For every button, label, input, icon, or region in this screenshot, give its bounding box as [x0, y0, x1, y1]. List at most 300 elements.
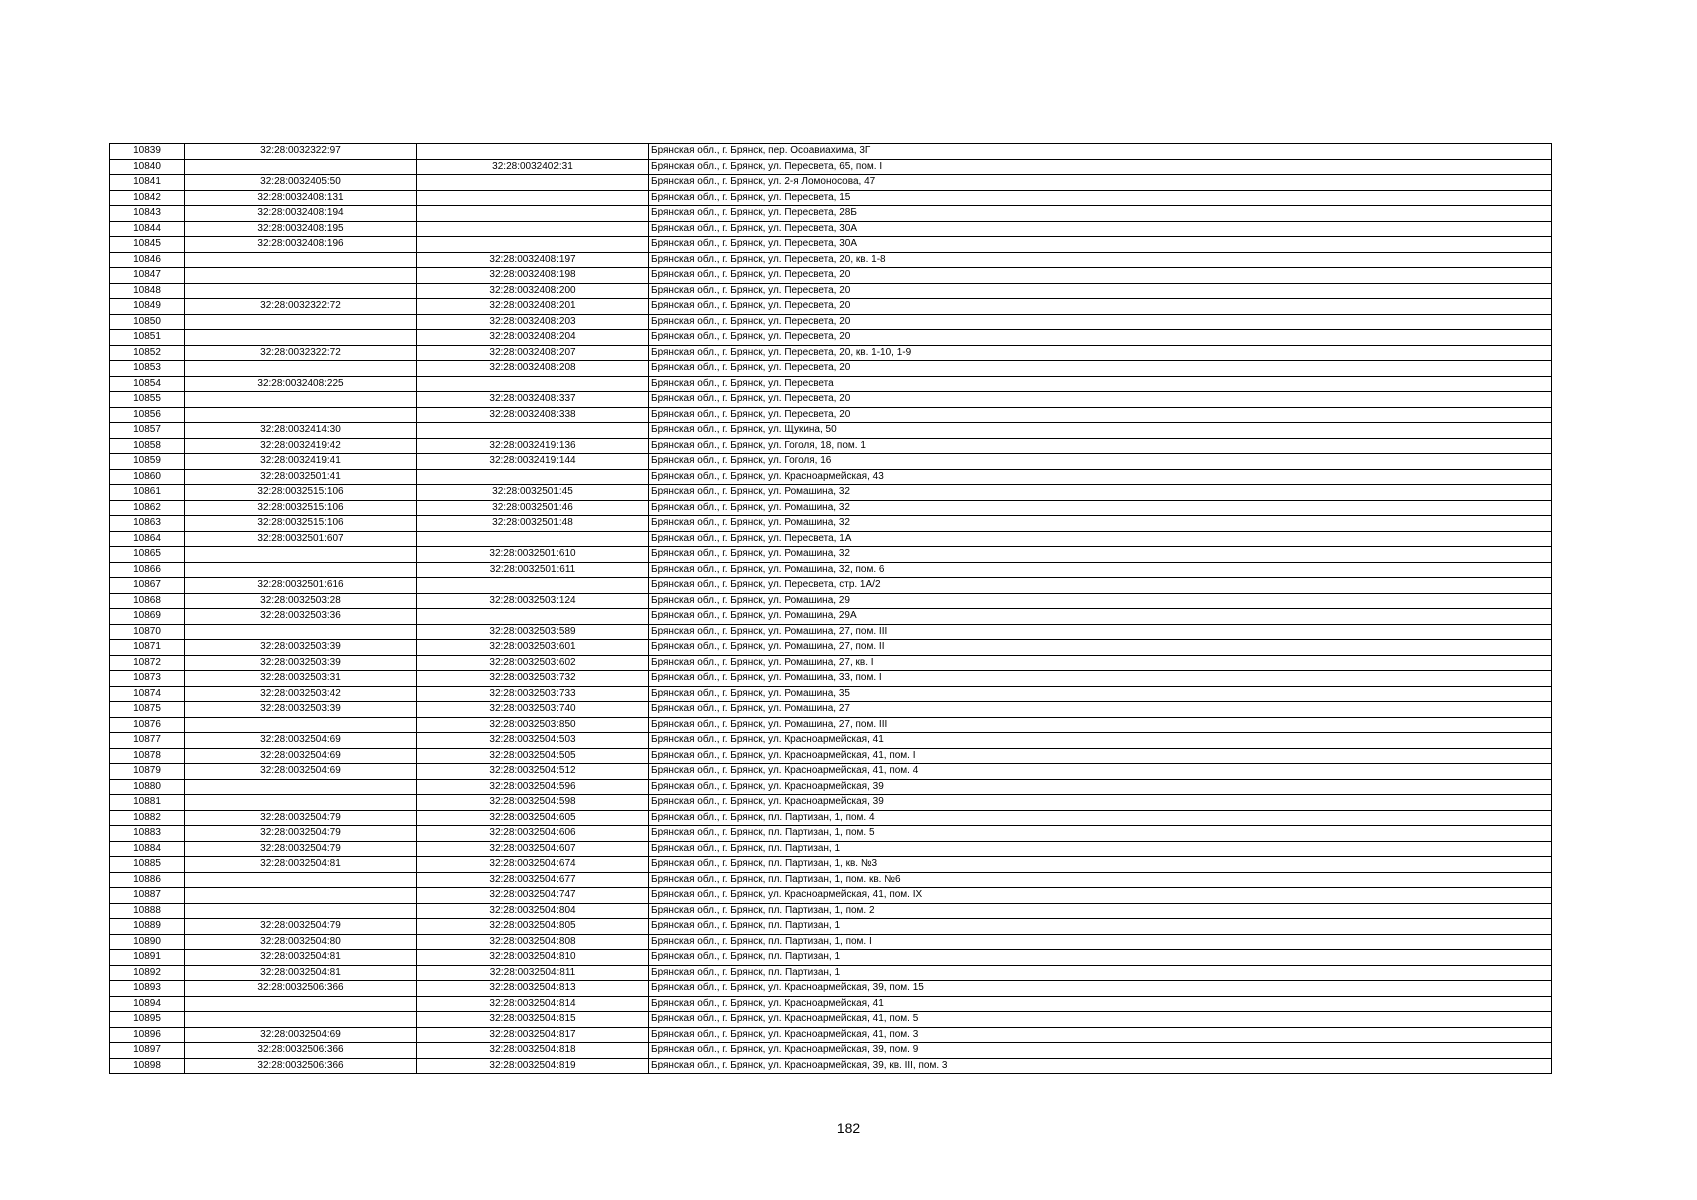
- object-cadastral-number-cell: [417, 237, 649, 253]
- table-row: [110, 330, 1552, 346]
- cadastral-number-cell: [185, 330, 417, 346]
- table-row: [110, 1058, 1552, 1074]
- object-cadastral-number-cell: 32:28:0032408:200: [417, 283, 649, 299]
- row-number-cell: 10893: [110, 981, 185, 997]
- address-cell: Брянская обл., г. Брянск, ул. 2-я Ломоносова, 47: [649, 175, 1552, 191]
- table-row: [110, 733, 1552, 749]
- cadastral-number-cell: [185, 361, 417, 377]
- row-number-cell: 10862: [110, 500, 185, 516]
- cadastral-number-cell: [185, 872, 417, 888]
- address-cell: Брянская обл., г. Брянск, ул. Красноармейская, 41, пом. 3: [649, 1027, 1552, 1043]
- object-cadastral-number-cell: 32:28:0032503:740: [417, 702, 649, 718]
- address-cell: Брянская обл., г. Брянск, пл. Партизан, 1, пом. 4: [649, 810, 1552, 826]
- address-cell: Брянская обл., г. Брянск, пл. Партизан, 1, кв. №3: [649, 857, 1552, 873]
- address-cell: Брянская обл., г. Брянск, пл. Партизан, 1, пом. I: [649, 934, 1552, 950]
- row-number-cell: 10849: [110, 299, 185, 315]
- address-cell: Брянская обл., г. Брянск, ул. Ромашина, 32, пом. 6: [649, 562, 1552, 578]
- table-row: [110, 779, 1552, 795]
- object-cadastral-number-cell: 32:28:0032504:605: [417, 810, 649, 826]
- table-row: [110, 516, 1552, 532]
- object-cadastral-number-cell: 32:28:0032501:611: [417, 562, 649, 578]
- object-cadastral-number-cell: 32:28:0032408:197: [417, 252, 649, 268]
- table-row: [110, 175, 1552, 191]
- table-row: [110, 919, 1552, 935]
- object-cadastral-number-cell: 32:28:0032503:732: [417, 671, 649, 687]
- cadastral-number-cell: 32:28:0032322:72: [185, 299, 417, 315]
- address-cell: Брянская обл., г. Брянск, ул. Красноармейская, 39, кв. III, пом. 3: [649, 1058, 1552, 1074]
- object-cadastral-number-cell: 32:28:0032504:819: [417, 1058, 649, 1074]
- table-row: [110, 454, 1552, 470]
- cadastral-number-cell: 32:28:0032503:39: [185, 655, 417, 671]
- object-cadastral-number-cell: 32:28:0032504:813: [417, 981, 649, 997]
- table-row: [110, 934, 1552, 950]
- table-row: [110, 903, 1552, 919]
- address-cell: Брянская обл., г. Брянск, ул. Ромашина, 29А: [649, 609, 1552, 625]
- address-cell: Брянская обл., г. Брянск, ул. Красноармейская, 41, пом. 4: [649, 764, 1552, 780]
- address-cell: Брянская обл., г. Брянск, пл. Партизан, 1, пом. 2: [649, 903, 1552, 919]
- row-number-cell: 10845: [110, 237, 185, 253]
- cadastral-number-cell: 32:28:0032501:616: [185, 578, 417, 594]
- row-number-cell: 10880: [110, 779, 185, 795]
- address-cell: Брянская обл., г. Брянск, ул. Ромашина, 32: [649, 500, 1552, 516]
- registry-table-body: [110, 144, 1552, 1074]
- table-row: [110, 671, 1552, 687]
- row-number-cell: 10876: [110, 717, 185, 733]
- object-cadastral-number-cell: 32:28:0032504:815: [417, 1012, 649, 1028]
- object-cadastral-number-cell: 32:28:0032501:45: [417, 485, 649, 501]
- cadastral-number-cell: 32:28:0032408:225: [185, 376, 417, 392]
- row-number-cell: 10872: [110, 655, 185, 671]
- table-row: [110, 190, 1552, 206]
- address-cell: Брянская обл., г. Брянск, ул. Ромашина, 32: [649, 547, 1552, 563]
- object-cadastral-number-cell: 32:28:0032503:850: [417, 717, 649, 733]
- object-cadastral-number-cell: [417, 144, 649, 160]
- table-row: [110, 299, 1552, 315]
- cadastral-number-cell: 32:28:0032504:79: [185, 919, 417, 935]
- table-row: [110, 1027, 1552, 1043]
- address-cell: Брянская обл., г. Брянск, ул. Пересвета, 20: [649, 361, 1552, 377]
- row-number-cell: 10889: [110, 919, 185, 935]
- cadastral-number-cell: 32:28:0032501:41: [185, 469, 417, 485]
- address-cell: Брянская обл., г. Брянск, ул. Красноармейская, 41, пом. 5: [649, 1012, 1552, 1028]
- object-cadastral-number-cell: 32:28:0032408:337: [417, 392, 649, 408]
- table-row: [110, 795, 1552, 811]
- row-number-cell: 10859: [110, 454, 185, 470]
- object-cadastral-number-cell: [417, 423, 649, 439]
- table-row: [110, 655, 1552, 671]
- cadastral-number-cell: 32:28:0032503:36: [185, 609, 417, 625]
- row-number-cell: 10861: [110, 485, 185, 501]
- row-number-cell: 10843: [110, 206, 185, 222]
- address-cell: Брянская обл., г. Брянск, ул. Красноармейская, 41: [649, 733, 1552, 749]
- table-row: [110, 500, 1552, 516]
- address-cell: Брянская обл., г. Брянск, ул. Пересвета: [649, 376, 1552, 392]
- row-number-cell: 10846: [110, 252, 185, 268]
- table-row: [110, 159, 1552, 175]
- object-cadastral-number-cell: 32:28:0032501:610: [417, 547, 649, 563]
- cadastral-number-cell: [185, 795, 417, 811]
- cadastral-number-cell: 32:28:0032408:194: [185, 206, 417, 222]
- row-number-cell: 10874: [110, 686, 185, 702]
- cadastral-number-cell: [185, 268, 417, 284]
- table-row: [110, 144, 1552, 160]
- row-number-cell: 10842: [110, 190, 185, 206]
- address-cell: Брянская обл., г. Брянск, ул. Пересвета, 15: [649, 190, 1552, 206]
- object-cadastral-number-cell: [417, 190, 649, 206]
- object-cadastral-number-cell: 32:28:0032419:144: [417, 454, 649, 470]
- row-number-cell: 10851: [110, 330, 185, 346]
- object-cadastral-number-cell: 32:28:0032408:201: [417, 299, 649, 315]
- row-number-cell: 10863: [110, 516, 185, 532]
- table-row: [110, 206, 1552, 222]
- table-row: [110, 423, 1552, 439]
- table-row: [110, 702, 1552, 718]
- row-number-cell: 10873: [110, 671, 185, 687]
- cadastral-number-cell: [185, 392, 417, 408]
- row-number-cell: 10841: [110, 175, 185, 191]
- address-cell: Брянская обл., г. Брянск, ул. Ромашина, 33, пом. I: [649, 671, 1552, 687]
- address-cell: Брянская обл., г. Брянск, ул. Щукина, 50: [649, 423, 1552, 439]
- object-cadastral-number-cell: 32:28:0032504:606: [417, 826, 649, 842]
- cadastral-number-cell: 32:28:0032322:72: [185, 345, 417, 361]
- address-cell: Брянская обл., г. Брянск, ул. Пересвета, 20: [649, 299, 1552, 315]
- row-number-cell: 10896: [110, 1027, 185, 1043]
- row-number-cell: 10870: [110, 624, 185, 640]
- address-cell: Брянская обл., г. Брянск, ул. Пересвета, 30А: [649, 237, 1552, 253]
- table-row: [110, 562, 1552, 578]
- address-cell: Брянская обл., г. Брянск, ул. Пересвета, 28Б: [649, 206, 1552, 222]
- cadastral-number-cell: 32:28:0032501:607: [185, 531, 417, 547]
- table-row: [110, 764, 1552, 780]
- table-row: [110, 981, 1552, 997]
- table-row: [110, 872, 1552, 888]
- row-number-cell: 10877: [110, 733, 185, 749]
- row-number-cell: 10840: [110, 159, 185, 175]
- address-cell: Брянская обл., г. Брянск, ул. Ромашина, 29: [649, 593, 1552, 609]
- address-cell: Брянская обл., г. Брянск, ул. Пересвета, 65, пом. I: [649, 159, 1552, 175]
- row-number-cell: 10888: [110, 903, 185, 919]
- object-cadastral-number-cell: 32:28:0032501:46: [417, 500, 649, 516]
- row-number-cell: 10897: [110, 1043, 185, 1059]
- object-cadastral-number-cell: [417, 206, 649, 222]
- row-number-cell: 10860: [110, 469, 185, 485]
- address-cell: Брянская обл., г. Брянск, ул. Ромашина, 27, кв. I: [649, 655, 1552, 671]
- cadastral-number-cell: 32:28:0032504:81: [185, 965, 417, 981]
- cadastral-number-cell: 32:28:0032504:79: [185, 810, 417, 826]
- row-number-cell: 10886: [110, 872, 185, 888]
- address-cell: Брянская обл., г. Брянск, ул. Красноармейская, 39, пом. 9: [649, 1043, 1552, 1059]
- cadastral-number-cell: 32:28:0032504:79: [185, 841, 417, 857]
- address-cell: Брянская обл., г. Брянск, ул. Гоголя, 16: [649, 454, 1552, 470]
- object-cadastral-number-cell: 32:28:0032504:505: [417, 748, 649, 764]
- object-cadastral-number-cell: 32:28:0032503:601: [417, 640, 649, 656]
- row-number-cell: 10865: [110, 547, 185, 563]
- address-cell: Брянская обл., г. Брянск, ул. Красноармейская, 39: [649, 779, 1552, 795]
- row-number-cell: 10882: [110, 810, 185, 826]
- object-cadastral-number-cell: 32:28:0032504:808: [417, 934, 649, 950]
- address-cell: Брянская обл., г. Брянск, ул. Ромашина, 32: [649, 485, 1552, 501]
- address-cell: Брянская обл., г. Брянск, ул. Пересвета, 20: [649, 283, 1552, 299]
- table-row: [110, 593, 1552, 609]
- table-row: [110, 1043, 1552, 1059]
- object-cadastral-number-cell: [417, 376, 649, 392]
- cadastral-number-cell: 32:28:0032503:39: [185, 640, 417, 656]
- address-cell: Брянская обл., г. Брянск, ул. Пересвета, 20: [649, 314, 1552, 330]
- row-number-cell: 10844: [110, 221, 185, 237]
- cadastral-number-cell: 32:28:0032408:195: [185, 221, 417, 237]
- object-cadastral-number-cell: 32:28:0032504:810: [417, 950, 649, 966]
- cadastral-number-cell: [185, 903, 417, 919]
- row-number-cell: 10855: [110, 392, 185, 408]
- cadastral-number-cell: 32:28:0032504:81: [185, 857, 417, 873]
- object-cadastral-number-cell: 32:28:0032504:814: [417, 996, 649, 1012]
- address-cell: Брянская обл., г. Брянск, пл. Партизан, 1: [649, 950, 1552, 966]
- object-cadastral-number-cell: 32:28:0032504:674: [417, 857, 649, 873]
- cadastral-number-cell: 32:28:0032504:69: [185, 748, 417, 764]
- row-number-cell: 10883: [110, 826, 185, 842]
- row-number-cell: 10850: [110, 314, 185, 330]
- row-number-cell: 10869: [110, 609, 185, 625]
- table-row: [110, 407, 1552, 423]
- table-row: [110, 609, 1552, 625]
- row-number-cell: 10895: [110, 1012, 185, 1028]
- cadastral-number-cell: 32:28:0032503:39: [185, 702, 417, 718]
- cadastral-number-cell: [185, 562, 417, 578]
- address-cell: Брянская обл., г. Брянск, ул. Пересвета, 20, кв. 1-8: [649, 252, 1552, 268]
- object-cadastral-number-cell: [417, 531, 649, 547]
- object-cadastral-number-cell: 32:28:0032402:31: [417, 159, 649, 175]
- table-row: [110, 857, 1552, 873]
- row-number-cell: 10839: [110, 144, 185, 160]
- row-number-cell: 10884: [110, 841, 185, 857]
- cadastral-number-cell: 32:28:0032322:97: [185, 144, 417, 160]
- cadastral-number-cell: 32:28:0032503:31: [185, 671, 417, 687]
- cadastral-number-cell: 32:28:0032408:196: [185, 237, 417, 253]
- cadastral-number-cell: 32:28:0032408:131: [185, 190, 417, 206]
- cadastral-number-cell: 32:28:0032506:366: [185, 1043, 417, 1059]
- cadastral-number-cell: [185, 779, 417, 795]
- object-cadastral-number-cell: 32:28:0032504:512: [417, 764, 649, 780]
- cadastral-number-cell: [185, 547, 417, 563]
- row-number-cell: 10868: [110, 593, 185, 609]
- address-cell: Брянская обл., г. Брянск, ул. Красноармейская, 39: [649, 795, 1552, 811]
- cadastral-number-cell: 32:28:0032504:69: [185, 1027, 417, 1043]
- table-row: [110, 578, 1552, 594]
- address-cell: Брянская обл., г. Брянск, ул. Красноармейская, 43: [649, 469, 1552, 485]
- row-number-cell: 10879: [110, 764, 185, 780]
- row-number-cell: 10881: [110, 795, 185, 811]
- row-number-cell: 10848: [110, 283, 185, 299]
- address-cell: Брянская обл., г. Брянск, пл. Партизан, 1: [649, 965, 1552, 981]
- object-cadastral-number-cell: 32:28:0032408:208: [417, 361, 649, 377]
- table-row: [110, 686, 1552, 702]
- cadastral-number-cell: 32:28:0032419:42: [185, 438, 417, 454]
- table-row: [110, 547, 1552, 563]
- object-cadastral-number-cell: [417, 609, 649, 625]
- table-row: [110, 1012, 1552, 1028]
- object-cadastral-number-cell: 32:28:0032504:818: [417, 1043, 649, 1059]
- table-row: [110, 314, 1552, 330]
- table-row: [110, 810, 1552, 826]
- row-number-cell: 10858: [110, 438, 185, 454]
- cadastral-number-cell: [185, 717, 417, 733]
- cadastral-number-cell: 32:28:0032414:30: [185, 423, 417, 439]
- object-cadastral-number-cell: 32:28:0032503:602: [417, 655, 649, 671]
- row-number-cell: 10864: [110, 531, 185, 547]
- object-cadastral-number-cell: [417, 469, 649, 485]
- object-cadastral-number-cell: 32:28:0032408:203: [417, 314, 649, 330]
- object-cadastral-number-cell: 32:28:0032504:804: [417, 903, 649, 919]
- cadastral-number-cell: [185, 407, 417, 423]
- object-cadastral-number-cell: 32:28:0032504:811: [417, 965, 649, 981]
- cadastral-number-cell: 32:28:0032506:366: [185, 981, 417, 997]
- address-cell: Брянская обл., г. Брянск, ул. Пересвета, 20: [649, 392, 1552, 408]
- cadastral-number-cell: [185, 283, 417, 299]
- address-cell: Брянская обл., г. Брянск, ул. Гоголя, 18, пом. 1: [649, 438, 1552, 454]
- object-cadastral-number-cell: 32:28:0032504:607: [417, 841, 649, 857]
- cadastral-number-cell: 32:28:0032515:106: [185, 485, 417, 501]
- row-number-cell: 10878: [110, 748, 185, 764]
- table-row: [110, 624, 1552, 640]
- table-row: [110, 965, 1552, 981]
- cadastral-number-cell: 32:28:0032504:69: [185, 764, 417, 780]
- address-cell: Брянская обл., г. Брянск, пл. Партизан, 1: [649, 841, 1552, 857]
- cadastral-number-cell: 32:28:0032419:41: [185, 454, 417, 470]
- address-cell: Брянская обл., г. Брянск, ул. Красноармейская, 39, пом. 15: [649, 981, 1552, 997]
- address-cell: Брянская обл., г. Брянск, ул. Красноармейская, 41, пом. I: [649, 748, 1552, 764]
- object-cadastral-number-cell: 32:28:0032408:198: [417, 268, 649, 284]
- address-cell: Брянская обл., г. Брянск, пл. Партизан, 1: [649, 919, 1552, 935]
- cadastral-number-cell: [185, 1012, 417, 1028]
- row-number-cell: 10892: [110, 965, 185, 981]
- object-cadastral-number-cell: 32:28:0032504:817: [417, 1027, 649, 1043]
- object-cadastral-number-cell: 32:28:0032408:207: [417, 345, 649, 361]
- object-cadastral-number-cell: 32:28:0032504:596: [417, 779, 649, 795]
- cadastral-number-cell: 32:28:0032515:106: [185, 500, 417, 516]
- row-number-cell: 10891: [110, 950, 185, 966]
- cadastral-number-cell: [185, 314, 417, 330]
- table-row: [110, 996, 1552, 1012]
- table-row: [110, 531, 1552, 547]
- table-row: [110, 268, 1552, 284]
- row-number-cell: 10871: [110, 640, 185, 656]
- table-row: [110, 237, 1552, 253]
- address-cell: Брянская обл., г. Брянск, ул. Красноармейская, 41, пом. IX: [649, 888, 1552, 904]
- table-row: [110, 469, 1552, 485]
- table-row: [110, 717, 1552, 733]
- address-cell: Брянская обл., г. Брянск, ул. Красноармейская, 41: [649, 996, 1552, 1012]
- object-cadastral-number-cell: 32:28:0032504:747: [417, 888, 649, 904]
- address-cell: Брянская обл., г. Брянск, ул. Пересвета, стр. 1А/2: [649, 578, 1552, 594]
- address-cell: Брянская обл., г. Брянск, ул. Пересвета, 20: [649, 268, 1552, 284]
- row-number-cell: 10854: [110, 376, 185, 392]
- address-cell: Брянская обл., г. Брянск, пл. Партизан, 1, пом. 5: [649, 826, 1552, 842]
- table-row: [110, 888, 1552, 904]
- row-number-cell: 10867: [110, 578, 185, 594]
- object-cadastral-number-cell: 32:28:0032504:677: [417, 872, 649, 888]
- object-cadastral-number-cell: 32:28:0032501:48: [417, 516, 649, 532]
- table-row: [110, 221, 1552, 237]
- cadastral-number-cell: 32:28:0032504:79: [185, 826, 417, 842]
- cadastral-number-cell: [185, 252, 417, 268]
- cadastral-number-cell: [185, 888, 417, 904]
- address-cell: Брянская обл., г. Брянск, ул. Пересвета, 20, кв. 1-10, 1-9: [649, 345, 1552, 361]
- address-cell: Брянская обл., г. Брянск, ул. Ромашина, 27, пом. III: [649, 717, 1552, 733]
- table-row: [110, 252, 1552, 268]
- table-row: [110, 950, 1552, 966]
- row-number-cell: 10885: [110, 857, 185, 873]
- table-row: [110, 345, 1552, 361]
- row-number-cell: 10857: [110, 423, 185, 439]
- table-row: [110, 748, 1552, 764]
- row-number-cell: 10890: [110, 934, 185, 950]
- cadastral-number-cell: 32:28:0032515:106: [185, 516, 417, 532]
- table-row: [110, 841, 1552, 857]
- cadastral-number-cell: 32:28:0032504:81: [185, 950, 417, 966]
- address-cell: Брянская обл., г. Брянск, пер. Осоавиахима, 3Г: [649, 144, 1552, 160]
- object-cadastral-number-cell: 32:28:0032408:338: [417, 407, 649, 423]
- row-number-cell: 10894: [110, 996, 185, 1012]
- object-cadastral-number-cell: [417, 578, 649, 594]
- row-number-cell: 10866: [110, 562, 185, 578]
- table-row: [110, 376, 1552, 392]
- address-cell: Брянская обл., г. Брянск, ул. Ромашина, 35: [649, 686, 1552, 702]
- address-cell: Брянская обл., г. Брянск, ул. Ромашина, 27, пом. II: [649, 640, 1552, 656]
- object-cadastral-number-cell: 32:28:0032504:598: [417, 795, 649, 811]
- table-row: [110, 438, 1552, 454]
- table-row: [110, 283, 1552, 299]
- address-cell: Брянская обл., г. Брянск, ул. Пересвета, 1А: [649, 531, 1552, 547]
- registry-table: [109, 143, 1552, 1074]
- object-cadastral-number-cell: 32:28:0032503:733: [417, 686, 649, 702]
- object-cadastral-number-cell: 32:28:0032504:503: [417, 733, 649, 749]
- row-number-cell: 10847: [110, 268, 185, 284]
- object-cadastral-number-cell: 32:28:0032503:124: [417, 593, 649, 609]
- object-cadastral-number-cell: [417, 175, 649, 191]
- row-number-cell: 10875: [110, 702, 185, 718]
- address-cell: Брянская обл., г. Брянск, ул. Пересвета, 20: [649, 330, 1552, 346]
- row-number-cell: 10898: [110, 1058, 185, 1074]
- object-cadastral-number-cell: 32:28:0032504:805: [417, 919, 649, 935]
- row-number-cell: 10852: [110, 345, 185, 361]
- address-cell: Брянская обл., г. Брянск, ул. Ромашина, 27: [649, 702, 1552, 718]
- cadastral-number-cell: 32:28:0032503:42: [185, 686, 417, 702]
- row-number-cell: 10853: [110, 361, 185, 377]
- row-number-cell: 10856: [110, 407, 185, 423]
- cadastral-number-cell: [185, 996, 417, 1012]
- table-row: [110, 640, 1552, 656]
- address-cell: Брянская обл., г. Брянск, ул. Пересвета, 20: [649, 407, 1552, 423]
- cadastral-number-cell: 32:28:0032405:50: [185, 175, 417, 191]
- cadastral-number-cell: [185, 624, 417, 640]
- table-row: [110, 361, 1552, 377]
- object-cadastral-number-cell: 32:28:0032419:136: [417, 438, 649, 454]
- address-cell: Брянская обл., г. Брянск, ул. Пересвета, 30А: [649, 221, 1552, 237]
- cadastral-number-cell: 32:28:0032504:80: [185, 934, 417, 950]
- object-cadastral-number-cell: 32:28:0032503:589: [417, 624, 649, 640]
- object-cadastral-number-cell: [417, 221, 649, 237]
- row-number-cell: 10887: [110, 888, 185, 904]
- cadastral-number-cell: [185, 159, 417, 175]
- address-cell: Брянская обл., г. Брянск, ул. Ромашина, 27, пом. III: [649, 624, 1552, 640]
- address-cell: Брянская обл., г. Брянск, пл. Партизан, 1, пом. кв. №6: [649, 872, 1552, 888]
- cadastral-number-cell: 32:28:0032503:28: [185, 593, 417, 609]
- object-cadastral-number-cell: 32:28:0032408:204: [417, 330, 649, 346]
- address-cell: Брянская обл., г. Брянск, ул. Ромашина, 32: [649, 516, 1552, 532]
- cadastral-number-cell: 32:28:0032504:69: [185, 733, 417, 749]
- cadastral-number-cell: 32:28:0032506:366: [185, 1058, 417, 1074]
- table-row: [110, 485, 1552, 501]
